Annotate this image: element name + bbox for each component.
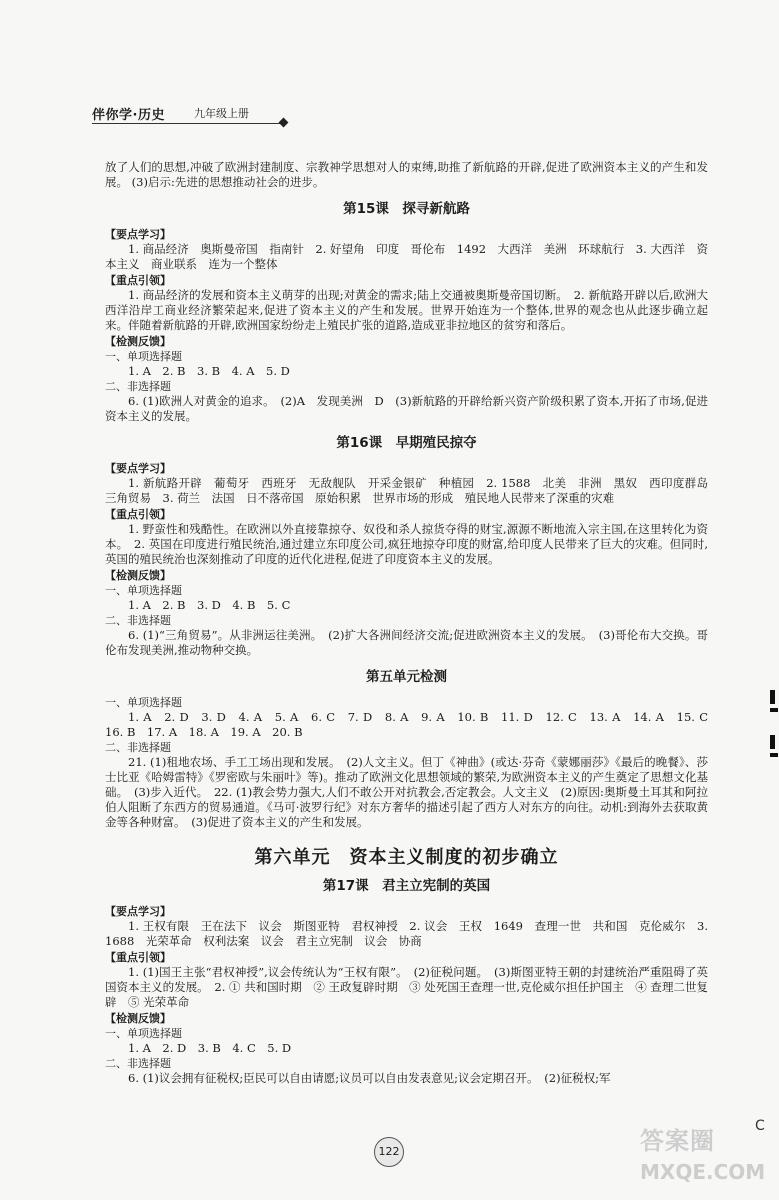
watermark-logo: 答案圈: [640, 1127, 715, 1155]
section-tag: 【重点引领】: [105, 951, 171, 964]
question-type-label: 二、非选择题: [105, 614, 171, 627]
choice-answers: 1. A 2. B 3. D 4. B 5. C: [128, 598, 291, 612]
question-type-label: 二、非选择题: [105, 1057, 171, 1070]
question-type-label: 一、单项选择题: [105, 1027, 182, 1040]
open-answers: 6. (1)欧洲人对黄金的追求。 (2)A 发现美洲 D (3)新航路的开辟给新兴资产阶级积累了资本,开拓了市场,促进资本主义的发展。: [105, 394, 708, 423]
lesson-16-section: [105, 435, 720, 658]
question-type-label: 二、非选择题: [105, 741, 171, 754]
diamond-icon: [279, 118, 289, 128]
unit-6-title: 第六单元 资本主义制度的初步确立: [254, 847, 559, 868]
grade-label: 九年级上册: [194, 107, 249, 120]
choice-answers: 1. A 2. D 3. B 4. C 5. D: [128, 1041, 292, 1055]
section-tag: 【重点引领】: [105, 274, 171, 287]
page-number: 122: [374, 1137, 404, 1167]
binding-mark: [770, 753, 778, 757]
lesson-15-title: 第15课 探寻新航路: [343, 201, 470, 217]
watermark-url: MXQE.COM: [640, 1160, 766, 1184]
key-points-answers: 1. 新航路开辟 葡萄牙 西班牙 无敌舰队 开采金银矿 种植园 2. 1588 北美 非洲 黑奴 西印度群岛 三角贸易 3. 荷兰 法国 日不落帝国 原始积累 世界市场的形成 殖民地人民带来了深重的灾难: [105, 476, 720, 505]
lesson-17-section: [105, 879, 708, 1086]
running-header: [92, 104, 712, 126]
question-type-label: 一、单项选择题: [105, 696, 182, 709]
choice-answers: 1. A 2. B 3. B 4. A 5. D: [128, 364, 290, 378]
binding-mark: [770, 708, 778, 712]
section-tag: 【重点引领】: [105, 508, 171, 521]
section-tag: 【要点学习】: [105, 462, 171, 475]
answer-content: [105, 160, 720, 1086]
header-rule: [92, 123, 282, 124]
open-answers: 6. (1)“三角贸易”。从非洲运往美洲。 (2)扩大各洲间经济交流;促进欧洲资本主义的发展。 (3)哥伦布大交换。哥伦布发现美洲,推动物种交换。: [105, 628, 708, 657]
lesson-15-section: [105, 202, 708, 424]
section-tag: 【要点学习】: [105, 905, 171, 918]
intro-paragraph: 放了人们的思想,冲破了欧洲封建制度、宗教神学思想对人的束缚,助推了新航路的开辟,促进了欧洲资本主义的产生和发展。 (3)启示:先进的思想推动社会的进步。: [105, 160, 708, 189]
section-tag: 【检测反馈】: [105, 335, 171, 348]
binding-mark: [770, 735, 775, 749]
lesson-16-title: 第16课 早期殖民掠夺: [336, 435, 477, 451]
question-type-label: 一、单项选择题: [105, 350, 182, 363]
question-type-label: 二、非选择题: [105, 380, 171, 393]
book-title: 伴你学·历史: [92, 108, 165, 123]
open-answers: 6. (1)议会拥有征税权;臣民可以自由请愿;议员可以自由发表意见;议会定期召开。 (2)征税权;军: [128, 1071, 611, 1085]
focus-answers: 1. 商品经济的发展和资本主义萌芽的出现;对黄金的需求;陆上交通被奥斯曼帝国切断。 2. 新航路开辟以后,欧洲大西洋沿岸工商业经济繁荣起来,促进了资本主义的产生和发展。世界开始连为一个整体,世界的观念也从此逐步确立起来。伴随着新航路的开辟,欧洲国家纷纷走上殖民扩张的道路,造成亚非拉地区的贫穷和落后。: [105, 288, 708, 332]
binding-mark: [770, 690, 775, 704]
focus-answers: 1. (1)国王主张“君权神授”,议会传统认为“王权有限”。 (2)征税问题。 (3)斯图亚特王朝的封建统治严重阻碍了英国资本主义的发展。 2. ① 共和国时期 ② 王政复辟时期 ③ 处死国王查理一世,克伦威尔担任护国主 ④ 查理二世复辟 ⑤ 光荣革命: [105, 965, 708, 1009]
lesson-17-title: 第17课 君主立宪制的英国: [322, 878, 491, 894]
question-type-label: 一、单项选择题: [105, 584, 182, 597]
key-points-answers: 1. 王权有限 王在法下 议会 斯图亚特 君权神授 2. 议会 王权 1649 查理一世 共和国 克伦威尔 3. 1688 光荣革命 权利法案 议会 君主立宪制 议会 协商: [105, 919, 708, 948]
focus-answers: 1. 野蛮性和残酷性。在欧洲以外直接靠掠夺、奴役和杀人掠货夺得的财宝,源源不断地流入宗主国,在这里转化为资本。 2. 英国在印度进行殖民统治,通过建立东印度公司,疯狂地掠夺印度的财富,给印度人民带来了巨大的灾难。但同时,英国的殖民统治也深刻推动了印度的近代化进程,促进了印度资本主义的发展。: [105, 522, 708, 566]
section-tag: 【检测反馈】: [105, 1012, 171, 1025]
section-tag: 【检测反馈】: [105, 569, 171, 582]
open-answers: 21. (1)租地农场、手工工场出现和发展。 (2)人文主义。但丁《神曲》(或达·芬奇《蒙娜丽莎》《最后的晚餐》、莎士比亚《哈姆雷特》《罗密欧与朱丽叶》等)。推动了欧洲文化思想领域的繁荣,为欧洲资本主义的产生奠定了思想文化基础。 (3)步入近代。 22. (1)教会势力强大,人们不敢公开对抗教会,否定教会。人文主义 (2)原因:奥斯曼土耳其和阿拉伯人阻断了东西方的贸易通道。《马可·波罗行纪》对东方奢华的描述引起了西方人对东方的向往。动机:到海外去获取黄金等各种财富。 (3)促进了资本主义的产生和发展。: [105, 755, 708, 829]
margin-letter: C: [755, 1118, 765, 1134]
key-points-answers: 1. 商品经济 奥斯曼帝国 指南针 2. 好望角 印度 哥伦布 1492 大西洋 美洲 环球航行 3. 大西洋 资本主义 商业联系 连为一个整体: [105, 242, 708, 271]
unit-5-test-section: [105, 669, 720, 830]
unit-5-test-title: 第五单元检测: [366, 669, 447, 685]
choice-answers: 1. A 2. D 3. D 4. A 5. A 6. C 7. D 8. A 9. A 10. B 11. D 12. C 13. A 14. A 15. C 16. B 17. A 18. A 19. A 20. B: [105, 710, 720, 739]
section-tag: 【要点学习】: [105, 228, 171, 241]
